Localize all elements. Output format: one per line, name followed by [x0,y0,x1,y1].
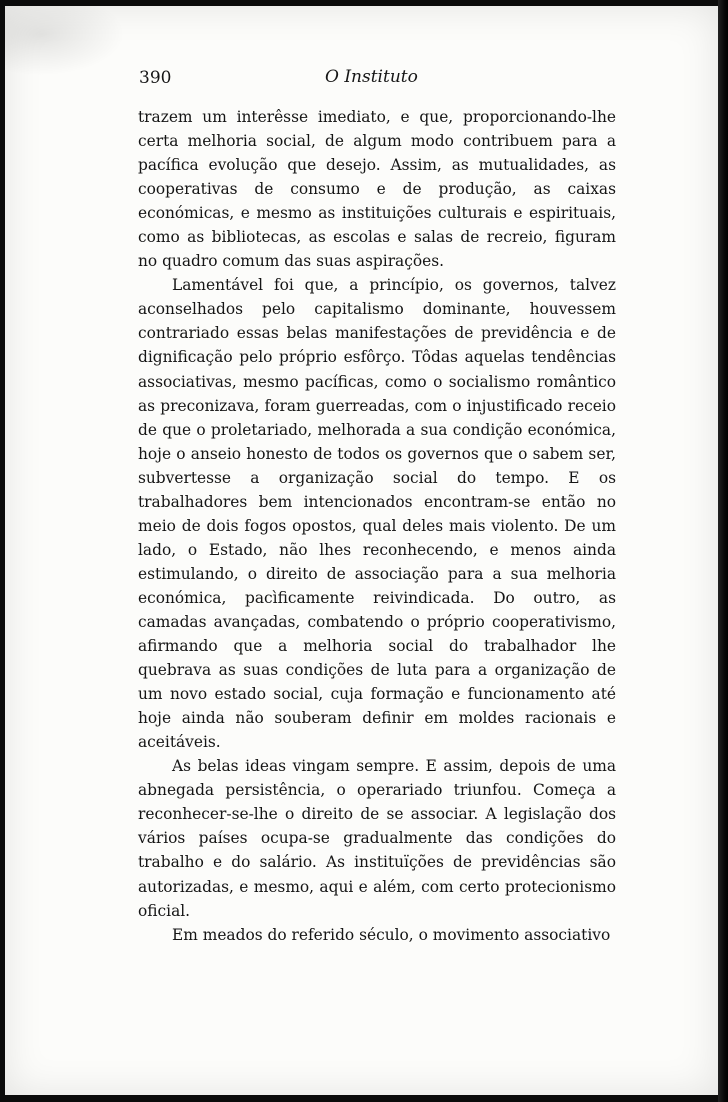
paragraph: trazem um interêsse imediato, e que, proporcionando-lhe certa melhoria social, de algum modo contribuem para a pacífica evolução que desejo. Assim, as mutualidades, as cooperativas de consumo e de produção, as caixas económicas, e mesmo as instituições culturais e espirituais, como as bibliotecas, as escolas e salas de recreio, figuram no quadro comum das suas aspirações. [138,108,616,271]
book-page [5,6,718,1095]
paragraph: Em meados do referido século, o movimento associativo [172,925,611,944]
paragraph: As belas ideas vingam sempre. E assim, depois de uma abnegada persistência, o operariado triunfou. Começa a reconhecer-se-lhe o direito de se associar. A legislação dos vários países ocupa-se gradualmente das condições do trabalho e do salário. As instituïções de previdências são autorizadas, e mesmo, aqui e além, com certo protecionismo oficial. [138,757,616,920]
scan-right-edge [718,0,728,1102]
body-text [138,105,616,947]
page-number: 390 [139,68,172,88]
paragraph: Lamentável foi que, a princípio, os governos, talvez aconselhados pelo capitalismo dominante, houvessem contrariado essas belas manifestações de previdência e de dignificação pelo próprio esfôrço. Tôdas aquelas tendências associativas, mesmo pacíficas, como o socialismo romântico as preconizava, foram guerreadas, com o injustificado receio de que o proletariado, melhorada a sua condição económica, hoje o anseio honesto de todos os governos que o sabem ser, subvertesse a organização social do tempo. E os trabalhadores bem intencionados encontram-se então no meio de dois fogos opostos, qual deles mais violento. De um lado, o Estado, não lhes reconhecendo, e menos ainda estimulando, o direito de associação para a sua melhoria económica, pacìficamente reivindicada. Do outro, as camadas avançadas, combatendo o próprio cooperativismo, afirmando que a melhoria social do trabalhador lhe quebrava as suas condições de luta para a organização de um novo estado social, cuja formação e funcionamento até hoje ainda não souberam definir em moldes racionais e aceitáveis. [138,276,616,752]
running-title: O Instituto [325,67,418,87]
